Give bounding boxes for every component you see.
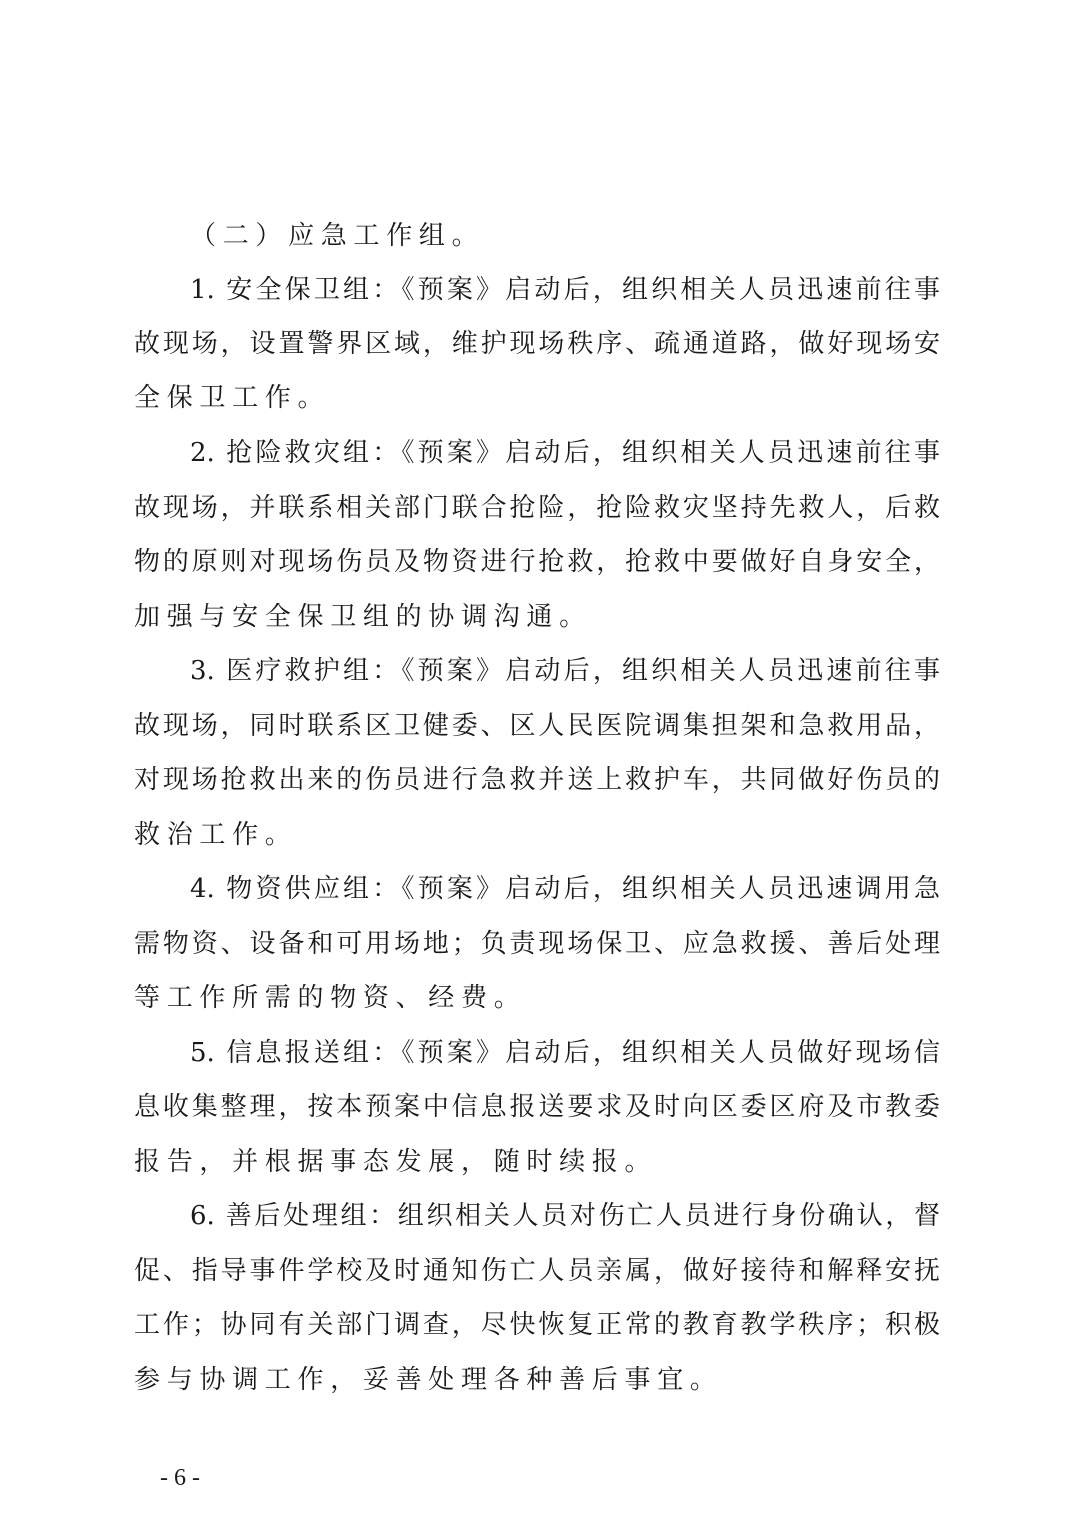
paragraph-line: 6. 善后处理组：组织相关人员对伤亡人员进行身份确认，督	[190, 1201, 940, 1231]
paragraph-line: 全保卫工作。	[134, 383, 331, 413]
paragraph-line: 1. 安全保卫组：《预案》启动后，组织相关人员迅速前往事	[190, 275, 940, 305]
paragraph-line: 2. 抢险救灾组：《预案》启动后，组织相关人员迅速前往事	[190, 438, 940, 468]
paragraph-line: 故现场，并联系相关部门联合抢险，抢险救灾坚持先救人，后救	[134, 493, 940, 523]
paragraph-line: 需物资、设备和可用场地；负责现场保卫、应急救援、善后处理	[134, 929, 940, 959]
paragraph-line: 促、指导事件学校及时通知伤亡人员亲属，做好接待和解释安抚	[134, 1256, 940, 1286]
paragraph-line: 故现场，设置警界区域，维护现场秩序、疏通道路，做好现场安	[134, 329, 940, 359]
paragraph-line: 故现场，同时联系区卫健委、区人民医院调集担架和急救用品，	[134, 711, 940, 741]
paragraph-line: 息收集整理，按本预案中信息报送要求及时向区委区府及市教委	[134, 1092, 940, 1122]
paragraph-line: 等工作所需的物资、经费。	[134, 983, 527, 1013]
paragraph-line: 工作；协同有关部门调查，尽快恢复正常的教育教学秩序；积极	[134, 1310, 940, 1340]
paragraph-line: 物的原则对现场伤员及物资进行抢救，抢救中要做好自身安全，	[134, 547, 940, 577]
paragraph-line: 参与协调工作，妥善处理各种善后事宜。	[134, 1365, 723, 1395]
paragraph-line: 救治工作。	[134, 820, 298, 850]
paragraph-line: 加强与安全保卫组的协调沟通。	[134, 602, 592, 632]
section-heading: （二）应急工作组。	[190, 221, 485, 251]
paragraph-line: 报告，并根据事态发展，随时续报。	[134, 1147, 658, 1177]
paragraph-line: 对现场抢救出来的伤员进行急救并送上救护车，共同做好伤员的	[134, 765, 940, 795]
paragraph-line: 4. 物资供应组：《预案》启动后，组织相关人员迅速调用急	[190, 874, 940, 904]
paragraph-line: 5. 信息报送组：《预案》启动后，组织相关人员做好现场信	[190, 1038, 940, 1068]
paragraph-line: 3. 医疗救护组：《预案》启动后，组织相关人员迅速前往事	[190, 656, 940, 686]
page-number: - 6 -	[160, 1465, 200, 1491]
